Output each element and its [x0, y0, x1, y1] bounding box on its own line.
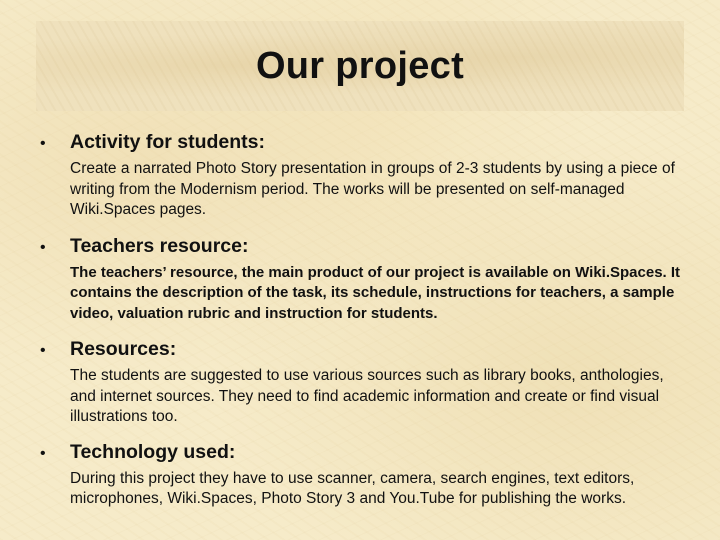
section-body: The teachers’ resource, the main product of our project is available on Wiki.Spaces. It contains the description of the task, its schedule, instructions for teachers, a sample video, valuation rubric and instruction for students.	[70, 263, 681, 322]
section-body: During this project they have to use scanner, camera, search engines, text editors, microphones, Wiki.Spaces, Photo Story 3 and You.Tube for publishing the works.	[70, 469, 635, 507]
bullet-icon: •	[40, 342, 46, 359]
section-heading: Teachers resource:	[70, 234, 249, 257]
title-band	[36, 21, 684, 111]
section-body: The students are suggested to use various sources such as library books, anthologies, and internet sources. They need to find academic information and create or find visual illustrations too.	[70, 367, 664, 425]
section-heading: Technology used:	[70, 440, 236, 463]
bullet-icon: •	[40, 444, 46, 462]
section-technology	[40, 437, 685, 510]
section-heading: Activity for students:	[70, 131, 266, 153]
section-activity	[40, 127, 685, 221]
slide-title: Our project	[255, 44, 465, 87]
section-heading: Resources:	[70, 338, 177, 360]
bullet-row	[40, 231, 685, 261]
bullet-row	[40, 437, 685, 467]
bullet-icon: •	[40, 135, 46, 152]
section-teachers-resource	[40, 231, 685, 325]
section-body: Create a narrated Photo Story presentation in groups of 2-3 students by using a piece of writing from the Modernism period. The works will be presented on self-managed Wiki.Spaces pages.	[70, 160, 675, 218]
bullet-icon: •	[40, 238, 46, 256]
bullet-row	[40, 334, 685, 364]
bullet-row	[40, 127, 685, 157]
section-resources	[40, 334, 685, 428]
slide-content	[40, 127, 685, 510]
